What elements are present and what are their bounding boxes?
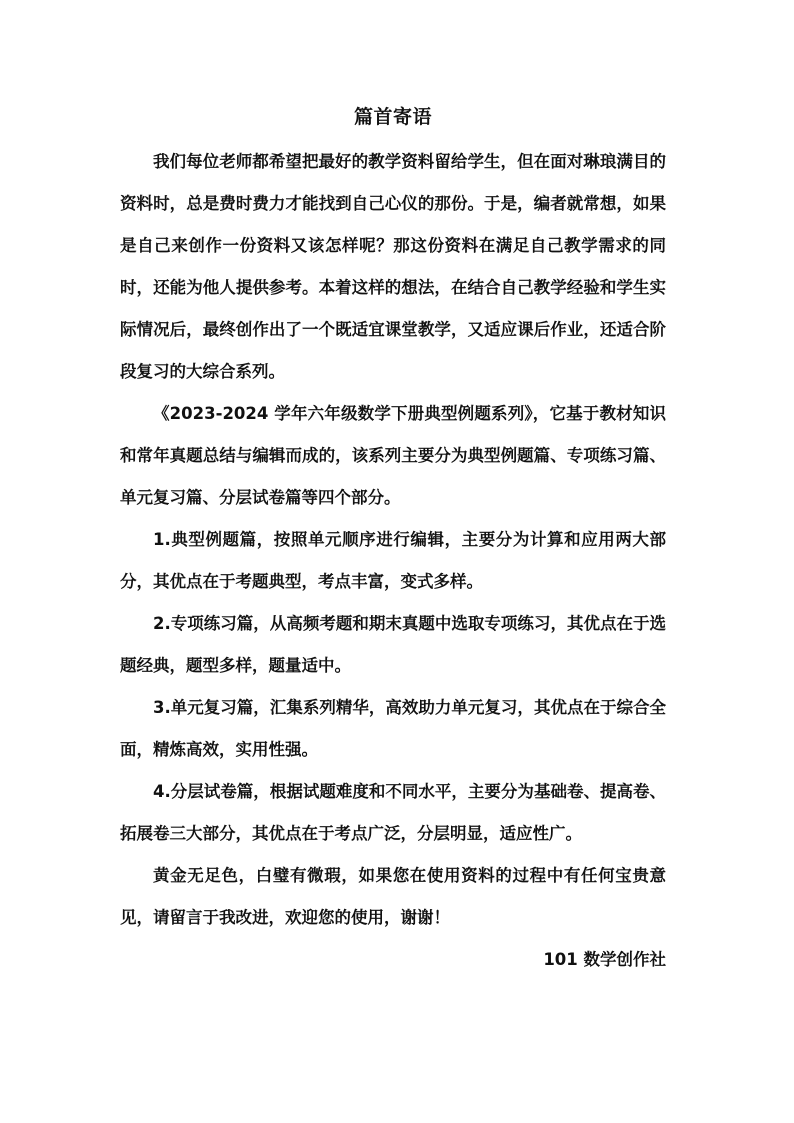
signature: 101 数学创作社	[543, 950, 666, 969]
page-title: 篇首寄语	[353, 106, 432, 128]
paragraph-intro: 我们每位老师都希望把最好的教学资料留给学生，但在面对琳琅满目的资料时，总是费时费力才能找到自己心仪的那份。于是，编者就常想，如果是自己来创作一份资料又该怎样呢？那这份资料在满足自己教学需求的同时，还能为他人提供参考。本着这样的想法，在结合自己教学经验和学生实际情况后，最终创作出了一个既适宜课堂教学，又适应课后作业，还适合阶段复习的大综合系列。	[120, 152, 666, 381]
paragraph-series-overview: 《2023-2024 学年六年级数学下册典型例题系列》，它基于教材知识和常年真题总结与编辑而成的，该系列主要分为典型例题篇、专项练习篇、单元复习篇、分层试卷篇等四个部分。	[120, 404, 666, 507]
document-page	[120, 100, 666, 981]
paragraph-closing: 黄金无足色，白璧有微瑕，如果您在使用资料的过程中有任何宝贵意见，请留言于我改进，欢迎您的使用，谢谢！	[120, 866, 666, 927]
paragraph-part-2: 2.专项练习篇，从高频考题和期末真题中选取专项练习，其优点在于选题经典，题型多样，题量适中。	[120, 614, 666, 675]
paragraph-part-3: 3.单元复习篇，汇集系列精华，高效助力单元复习，其优点在于综合全面，精炼高效，实用性强。	[120, 698, 666, 759]
paragraph-part-1: 1.典型例题篇，按照单元顺序进行编辑，主要分为计算和应用两大部分，其优点在于考题典型，考点丰富，变式多样。	[120, 530, 666, 591]
paragraph-part-4: 4.分层试卷篇，根据试题难度和不同水平，主要分为基础卷、提高卷、拓展卷三大部分，其优点在于考点广泛，分层明显，适应性广。	[120, 782, 666, 843]
